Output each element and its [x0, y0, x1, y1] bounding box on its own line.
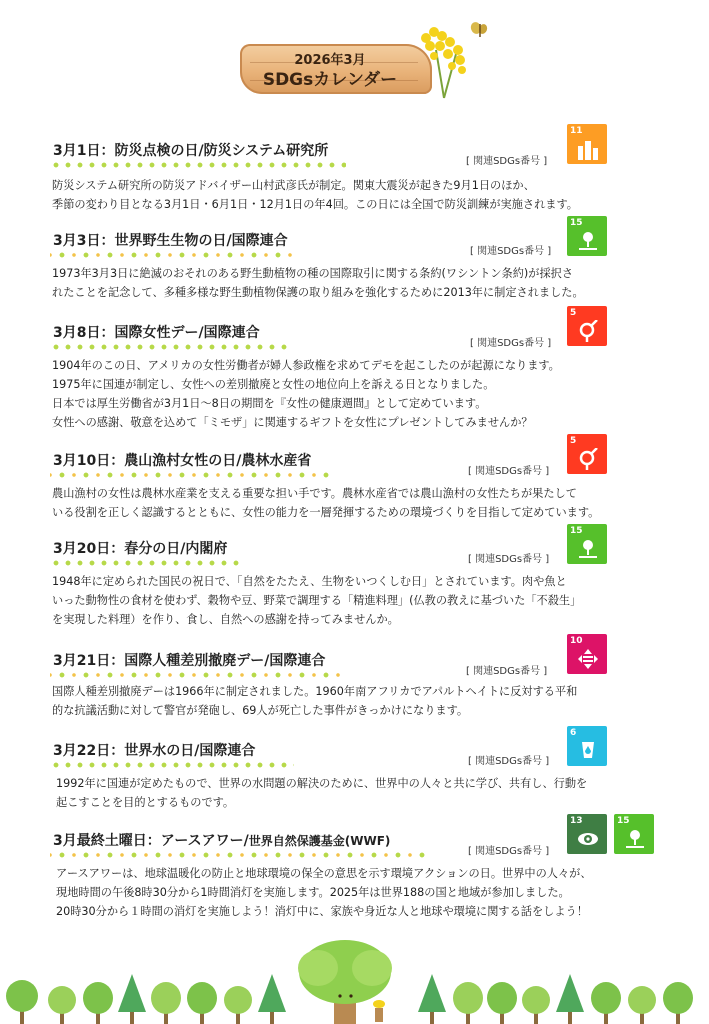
description-line: を実現した料理）を作り、食し、自然への感謝を持ってみませんか。: [52, 613, 399, 626]
event-description: [52, 572, 662, 629]
related-sdgs-label: [ 関連SDGs番号 ]: [468, 756, 550, 767]
sdg-goal-5-icon: 5: [567, 306, 607, 346]
tree-border-illustration: [0, 938, 709, 1024]
tree-row-right: [418, 974, 693, 1024]
butterfly-icon: [470, 20, 490, 40]
description-line: 国際人種差別撤廃デーは1966年に制定されました。1960年南アフリカでアパルトヘイトに反対する平和: [52, 685, 578, 698]
dotted-divider: [50, 250, 296, 260]
sdg-goal-15-icon: 15: [567, 216, 607, 256]
event-description: [52, 264, 662, 302]
description-line: 1948年に定められた国民の祝日で、「自然をたたえ、生物をいつくしむ日」とされています。肉や魚と: [52, 575, 567, 588]
related-sdgs-label: [ 関連SDGs番号 ]: [466, 156, 548, 167]
related-sdgs-label: [ 関連SDGs番号 ]: [470, 246, 552, 257]
description-line: 農山漁村の女性は農林水産業を支える重要な担い手です。農林水産省では農山漁村の女性たちが果たして: [52, 487, 577, 500]
description-line: 1973年3月3日に絶滅のおそれのある野生動植物の種の国際取引に関する条約(ワシントン条約)が採択さ: [52, 267, 574, 280]
event-description: [52, 176, 662, 214]
header-year-month: 2026年3月: [294, 53, 366, 68]
description-line: 的な抗議活動に対して警官が発砲し、69人が死亡した事件がきっかけになります。: [52, 704, 469, 717]
event-title: [53, 830, 390, 850]
event-title: 3月10日：農山漁村女性の日/農林水産省: [53, 453, 312, 469]
calendar-header: [240, 40, 440, 96]
description-line: 現地時間の午後8時30分から1時間消灯を実施します。2025年は世界188の国と地域が参加しました。: [56, 886, 570, 899]
description-line: アースアワーは、地球温暖化の防止と地球環境の保全の意思を示す環境アクションの日。世界中の人々が、: [56, 867, 592, 880]
description-line: 1992年に国連が定めたもので、世界の水問題の解決のために、世界中の人々と共に学び、共有し、行動を: [56, 777, 588, 790]
mimosa-flower-icon: [414, 20, 474, 100]
sdg-goal-6-icon: 6: [567, 726, 607, 766]
related-sdgs-label: [ 関連SDGs番号 ]: [468, 466, 550, 477]
event-title: 3月8日：国際女性デー/国際連合: [53, 325, 260, 341]
dotted-divider: [50, 558, 244, 568]
description-line: 防災システム研究所の防災アドバイザー山村武彦氏が制定。関東大震災が起きた9月1日のほか、: [52, 179, 535, 192]
sdg-goal-11-icon: 11: [567, 124, 607, 164]
sdg-goal-13-icon: 13: [567, 814, 607, 854]
dotted-divider: [50, 850, 428, 860]
description-line: 起こすことを目的とするものです。: [56, 796, 235, 809]
event-title: 3月21日：国際人種差別撤廃デー/国際連合: [53, 653, 326, 669]
event-title: 3月1日：防災点検の日/防災システム研究所: [53, 143, 329, 159]
dotted-divider: [50, 470, 332, 480]
description-line: 20時30分から１時間の消灯を実施しよう！消灯中に、家族や身近な人と地球や環境に関する話をしよう！: [56, 905, 588, 918]
event-title: 3月3日：世界野生生物の日/国際連合: [53, 233, 288, 249]
big-tree-character: [298, 940, 392, 1024]
description-line: いる役割を正しく認識するとともに、女性の能力を一層発揮するための環境づくりを目指して定めています。: [52, 506, 600, 519]
description-line: 1904年のこの日、アメリカの女性労働者が婦人参政権を求めてデモを起こしたのが起源になります。: [52, 359, 560, 372]
description-line: 日本では厚生労働省が3月1日～8日の期間を『女性の健康週間』として定めています。: [52, 397, 487, 410]
sdg-goal-10-icon: 10: [567, 634, 607, 674]
dotted-divider: [50, 342, 290, 352]
event-title: 3月22日：世界水の日/国際連合: [53, 743, 256, 759]
event-description: [52, 356, 662, 432]
header-title: SDGsカレンダー: [262, 70, 398, 90]
related-sdgs-label: [ 関連SDGs番号 ]: [470, 338, 552, 349]
description-line: 女性への感謝、敬意を込めて「ミモザ」に関連するギフトを女性にプレゼントしてみませんか？: [52, 416, 533, 429]
description-line: 1975年に国連が制定し、女性への差別撤廃と女性の地位向上を訴える日となりました。: [52, 378, 495, 391]
related-sdgs-label: [ 関連SDGs番号 ]: [466, 666, 548, 677]
event-description: [52, 484, 662, 522]
sdg-goal-15-icon: 15: [567, 524, 607, 564]
description-line: いった動物性の食材を使わず、穀物や豆、野菜で調理する「精進料理」(仏教の教えに基づいた「不殺生」: [52, 594, 582, 607]
tree-row-left: [6, 974, 286, 1024]
event-description: [56, 774, 666, 812]
event-title-organization: 世界自然保護基金(WWF): [248, 834, 391, 848]
description-line: 季節の変わり目となる3月1日・6月1日・12月1日の年4回。この日には全国で防災訓練が実施されます。: [52, 198, 578, 211]
related-sdgs-label: [ 関連SDGs番号 ]: [468, 846, 550, 857]
sdg-goal-5-icon: 5: [567, 434, 607, 474]
description-line: れたことを記念して、多種多様な野生動植物保護の取り組みを強化するために2013年に制定されました。: [52, 286, 584, 299]
event-description: [52, 682, 662, 720]
sdg-goal-15-icon: 15: [614, 814, 654, 854]
dotted-divider: [50, 670, 340, 680]
event-title: 3月20日：春分の日/内閣府: [53, 541, 228, 557]
event-title-main: 3月最終土曜日：アースアワー/: [53, 833, 249, 849]
dotted-divider: [50, 160, 346, 170]
related-sdgs-label: [ 関連SDGs番号 ]: [468, 554, 550, 565]
dotted-divider: [50, 760, 294, 770]
event-description: [56, 864, 666, 921]
